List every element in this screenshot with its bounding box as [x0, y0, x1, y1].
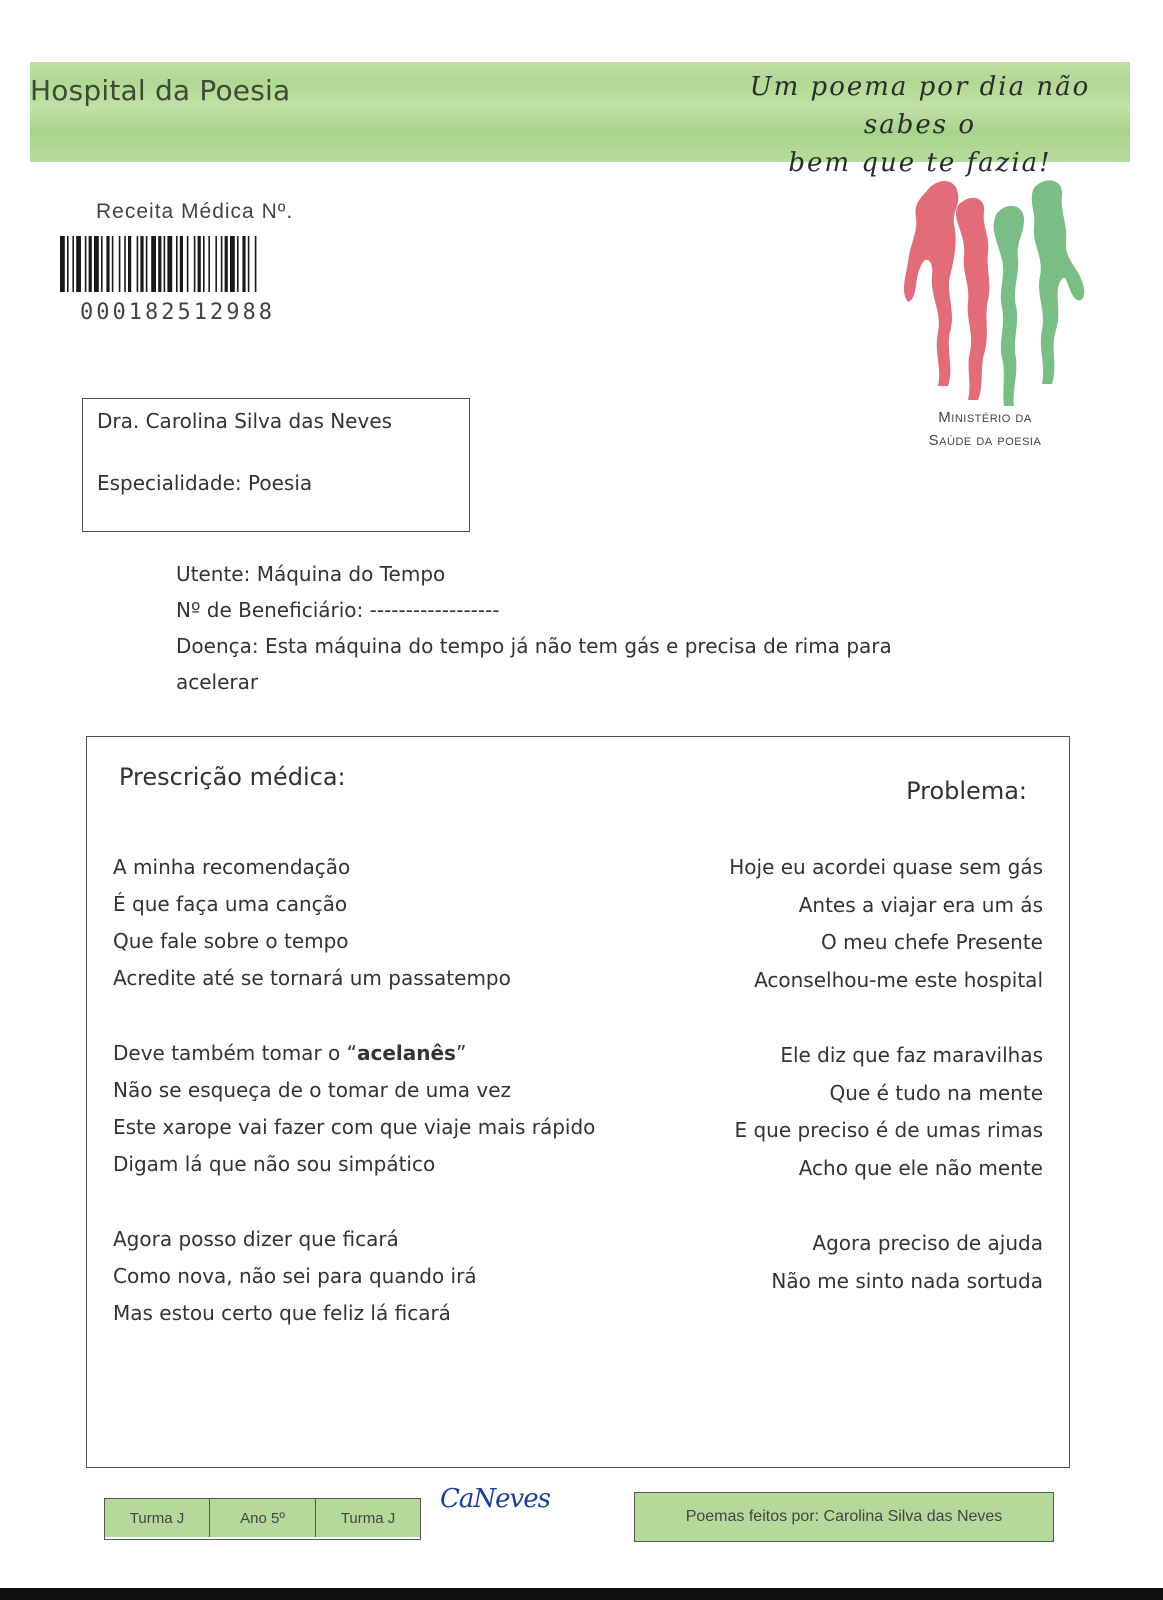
- motto: [710, 68, 1130, 182]
- poem-line: O meu chefe Presente: [821, 930, 1043, 954]
- poem-line: Que fale sobre o tempo: [113, 929, 349, 953]
- barcode-bar: [180, 236, 183, 292]
- logo-green-figures: [994, 180, 1085, 406]
- poem-line-suffix: ”: [455, 1041, 467, 1065]
- poem-line: A minha recomendação: [113, 855, 351, 879]
- motto-line-2: bem que te fazia!: [788, 148, 1052, 178]
- doctor-box: [82, 398, 470, 532]
- barcode-bar: [76, 236, 81, 292]
- barcode-bar: [221, 236, 223, 292]
- barcode-bar: [230, 236, 235, 292]
- barcode-bar: [255, 236, 257, 292]
- ministry-line-2: Saúde da poesia: [928, 432, 1042, 449]
- poem-line: Não me sinto nada sortuda: [771, 1268, 1043, 1293]
- barcode-bar: [140, 236, 143, 292]
- ministry-line-1: Ministério da: [938, 409, 1032, 426]
- poem-stanza: [113, 849, 673, 997]
- barcode-bar: [237, 236, 239, 292]
- barcode-bar: [151, 236, 156, 292]
- poem-stanza: [623, 1225, 1043, 1300]
- barcode-bar: [112, 236, 114, 292]
- prescription-heading: Prescrição médica:: [119, 763, 346, 791]
- barcode-bar: [128, 236, 131, 292]
- poem-line: Agora posso dizer que ficará: [113, 1227, 399, 1251]
- ministry-logo: [896, 172, 1092, 418]
- poem-line: Que é tudo na mente: [829, 1080, 1043, 1105]
- poem-line: Ele diz que faz maravilhas: [780, 1043, 1043, 1067]
- doctor-specialty: Especialidade: Poesia: [97, 471, 313, 495]
- barcode-bar: [225, 236, 228, 292]
- motto-line-1: Um poema por dia não sabes o: [749, 72, 1091, 140]
- barcode-bar: [146, 236, 148, 292]
- poem-stanza: [623, 849, 1043, 999]
- prescription-poem: [113, 849, 673, 1370]
- beneficiary-number: Nº de Beneficiário: ------------------: [176, 598, 500, 622]
- poem-line: Antes a viajar era um ás: [798, 892, 1043, 917]
- poem-line: Hoje eu acordei quase sem gás: [729, 855, 1043, 879]
- barcode-bar: [94, 236, 99, 292]
- poem-line: Agora preciso de ajuda: [812, 1231, 1043, 1255]
- barcode-bar: [85, 236, 87, 292]
- disease-line-1: Doença: Esta máquina do tempo já não tem gás e precisa de rima para: [176, 634, 892, 658]
- poem-line-prefix: Deve também tomar o “: [113, 1041, 357, 1065]
- barcode-bar: [242, 236, 245, 292]
- barcode-bar: [158, 236, 161, 292]
- poem-line: Não se esqueça de o tomar de uma vez: [113, 1078, 512, 1102]
- tag-class: Turma J: [105, 1499, 210, 1537]
- disease-line-2: acelerar: [176, 670, 259, 694]
- syrup-name: acelanês: [356, 1041, 456, 1065]
- barcode-bar: [60, 236, 65, 292]
- barcode-bar: [89, 236, 92, 292]
- barcode-bar: [101, 236, 103, 292]
- prescription-label: Receita Médica Nº.: [96, 200, 294, 223]
- tag-year: Ano 5º: [210, 1499, 316, 1537]
- poem-line: Como nova, não sei para quando irá: [113, 1264, 477, 1288]
- barcode-number: 000182512988: [80, 300, 275, 325]
- barcode-bar: [208, 236, 210, 292]
- poem-line: Aconselhou-me este hospital: [754, 967, 1043, 992]
- barcode-bar: [215, 236, 217, 292]
- barcode: [60, 236, 402, 292]
- barcode-bar: [167, 236, 172, 292]
- poem-line: Acredite até se tornará um passatempo: [113, 966, 511, 990]
- credits-box: Poemas feitos por: Carolina Silva das Neves: [634, 1492, 1054, 1542]
- doctor-name: Dra. Carolina Silva das Neves: [97, 409, 393, 433]
- patient-name: Utente: Máquina do Tempo: [176, 562, 446, 586]
- barcode-bar: [106, 236, 109, 292]
- poem-line: Este xarope vai fazer com que viaje mais rápido: [113, 1115, 596, 1139]
- header-band: [30, 62, 1130, 178]
- class-tags: [104, 1498, 421, 1540]
- barcode-bar: [119, 236, 121, 292]
- barcode-bar: [187, 236, 189, 292]
- barcode-bar: [203, 236, 205, 292]
- poem-line: É que faça uma canção: [113, 892, 348, 916]
- barcode-bar: [194, 236, 196, 292]
- poem-line: [113, 1035, 673, 1072]
- barcode-bar: [67, 236, 69, 292]
- ministry-name: [880, 406, 1090, 452]
- poem-stanza: [623, 1037, 1043, 1187]
- poem-line: Digam lá que não sou simpático: [113, 1152, 436, 1176]
- prescription-box: [86, 736, 1070, 1468]
- poem-stanza: [113, 1035, 673, 1183]
- barcode-bar: [198, 236, 201, 292]
- problem-heading: Problema:: [906, 777, 1027, 805]
- poem-line: Acho que ele não mente: [798, 1155, 1043, 1180]
- poem-stanza: [113, 1221, 673, 1332]
- barcode-bar: [164, 236, 166, 292]
- barcode-bar: [72, 236, 74, 292]
- poem-line: Mas estou certo que feliz lá ficará: [113, 1301, 451, 1325]
- barcode-bar: [137, 236, 139, 292]
- hospital-title: Hospital da Poesia: [30, 74, 291, 107]
- barcode-bar: [124, 236, 126, 292]
- handwritten-signature: CaNeves: [440, 1484, 550, 1514]
- logo-red-figures: [904, 181, 989, 400]
- barcode-bar: [176, 236, 178, 292]
- problem-poem: [623, 849, 1043, 1338]
- scan-edge: [0, 1588, 1163, 1600]
- poem-line: E que preciso é de umas rimas: [734, 1118, 1043, 1142]
- tag-class: Turma J: [316, 1499, 420, 1537]
- patient-info: [176, 556, 976, 700]
- barcode-bar: [248, 236, 250, 292]
